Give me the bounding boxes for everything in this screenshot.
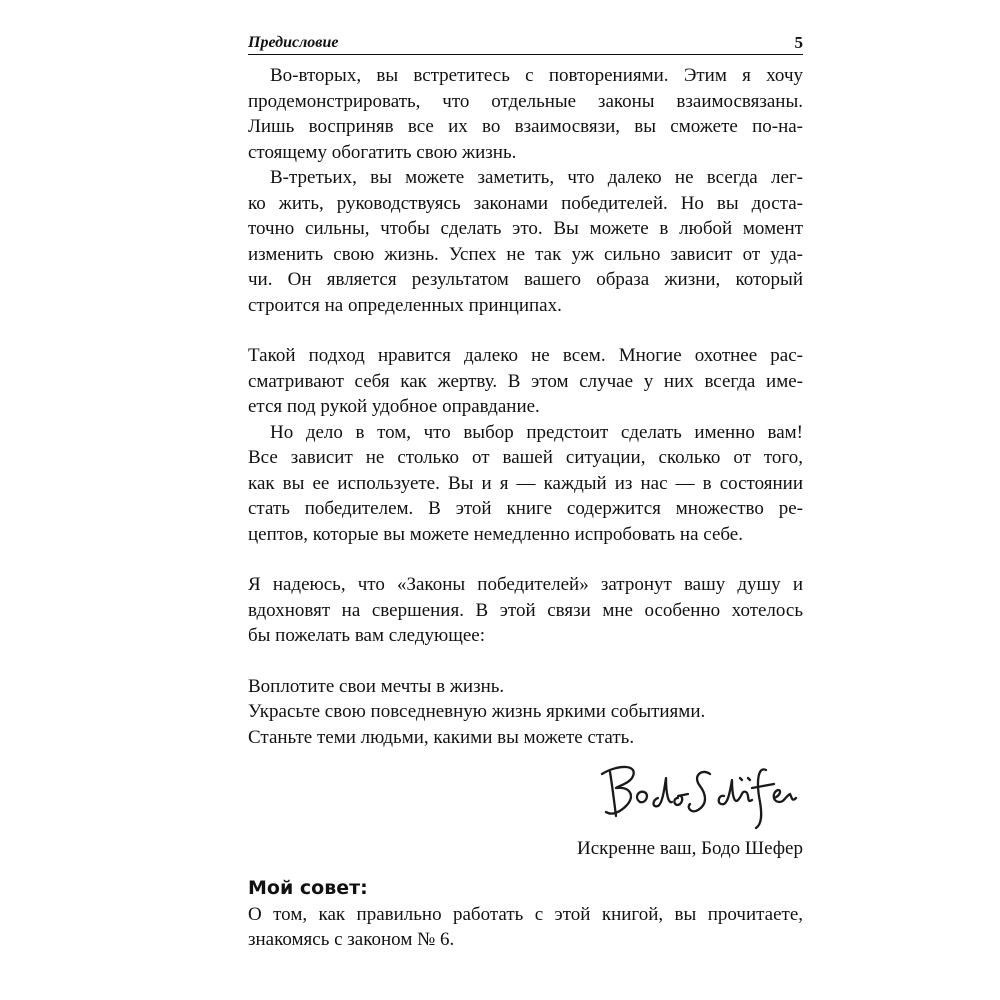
handwritten-signature xyxy=(596,752,806,832)
text-line: Но дело в том, что выбор предстоит сделать именно вам! xyxy=(270,421,803,443)
paragraph-gap xyxy=(248,649,803,674)
signature-stroke xyxy=(689,772,710,811)
text-line: О том, как правильно работать с этой книгой, вы прочитаете, xyxy=(248,903,803,925)
text-line: цептов, которые вы можете немедленно испробовать на себе. xyxy=(248,523,743,545)
paragraph xyxy=(248,165,803,318)
paragraph-gap xyxy=(248,318,803,343)
paragraph xyxy=(248,343,803,420)
text-line: Все зависит не столько от вашей ситуации, сколько от того, xyxy=(248,447,803,468)
wishes-list xyxy=(248,674,803,751)
section-title: Предисловие xyxy=(248,34,339,51)
text-line: Воплотите свои мечты в жизнь. xyxy=(248,675,505,697)
text-line: Станьте теми людьми, какими вы можете стать. xyxy=(248,726,635,748)
text-line: бы пожелать вам следующее: xyxy=(248,625,485,646)
signature-stroke xyxy=(756,769,766,828)
text-line: Я надеюсь, что «Законы победителей» затронут вашу душу и xyxy=(248,574,803,595)
tip-heading: Мой совет: xyxy=(248,876,368,899)
text-line: ко жить, руководствуясь законами победителей. Но вы доста- xyxy=(248,192,803,214)
text-line: изменить свою жизнь. Успех не так уж сильно зависит от уда- xyxy=(248,243,803,265)
signature-stroke xyxy=(719,780,752,804)
tip-text xyxy=(248,902,803,953)
text-line: как вы ее используете. Вы и я — каждый из нас — в состоянии xyxy=(248,472,803,494)
text-line: Лишь восприняв все их во взаимосвязи, вы сможете по-на- xyxy=(248,116,803,137)
text-line: В-третьих, вы можете заметить, что далеко не всегда лег- xyxy=(270,167,803,188)
signature-stroke xyxy=(610,772,616,816)
signature-stroke xyxy=(752,784,774,788)
paragraph-gap xyxy=(248,547,803,572)
text-line: Во-вторых, вы встретитесь с повторениями. Этим я хочу xyxy=(270,65,803,86)
text-line: Такой подход нравится далеко не всем. Многие охотнее рас- xyxy=(248,345,803,366)
body-text xyxy=(248,63,803,953)
signature-stroke xyxy=(654,778,673,806)
paragraph xyxy=(248,63,803,165)
closing-signoff: Искренне ваш, Бодо Шефер xyxy=(577,838,803,859)
text-line: вдохновят на свершения. В этой связи мне особенно хотелось xyxy=(248,599,803,621)
text-line: сматривают себя как жертву. В этом случае у них всегда име- xyxy=(248,370,803,392)
paragraph xyxy=(248,572,803,649)
text-line: точно сильны, чтобы сделать это. Вы можете в любой момент xyxy=(248,218,803,239)
text-line: стоящему обогатить свою жизнь. xyxy=(248,141,517,163)
signature-stroke xyxy=(774,790,796,802)
signature-stroke xyxy=(674,794,688,805)
text-line: стать победителем. В этой книге содержится множество ре- xyxy=(248,498,803,519)
text-line: строится на определенных принципах. xyxy=(248,294,562,316)
text-line: продемонстрировать, что отдельные законы взаимосвязаны. xyxy=(248,90,803,112)
book-page xyxy=(248,32,803,953)
signature-area xyxy=(248,752,803,832)
page-number: 5 xyxy=(794,33,803,52)
paragraph xyxy=(248,420,803,548)
text-line: чи. Он является результатом вашего образа жизни, который xyxy=(248,269,803,290)
signature-stroke xyxy=(637,792,647,803)
text-line: Украсьте свою повседневную жизнь яркими событиями. xyxy=(248,701,706,722)
signature-stroke xyxy=(740,778,750,780)
running-header xyxy=(248,32,803,55)
text-line: ется под рукой удобное оправдание. xyxy=(248,396,540,417)
signature-stroke xyxy=(602,767,634,814)
text-line: знакомясь с законом № 6. xyxy=(248,929,455,950)
